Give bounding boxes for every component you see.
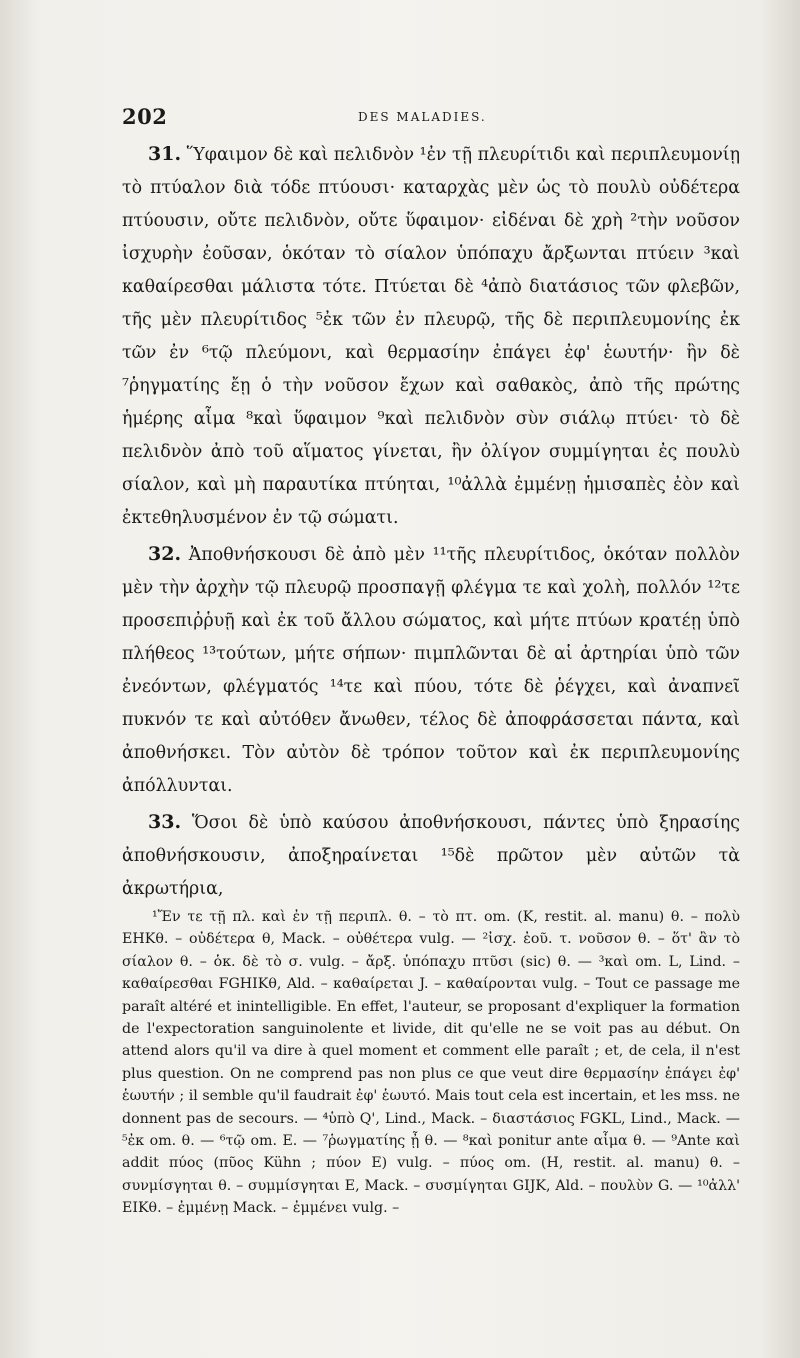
- page-number: 202: [122, 104, 168, 129]
- page-header: [122, 104, 742, 130]
- main-text: [122, 138, 740, 906]
- section-31: [122, 138, 740, 535]
- section-text: Ὅσοι δὲ ὑπὸ καύσου ἀποθνήσκουσι, πάντες ὑπὸ ξηρασίης ἀποθνήσκουσιν, ἀποξηραίνεται ¹⁵δὲ πρῶτον μὲν αὐτῶν τὰ ἀκρωτήρια,: [122, 813, 741, 899]
- section-text: Ὕφαιμον δὲ καὶ πελιδνὸν ¹ἐν τῇ πλευρίτιδι καὶ περιπλευμονίῃ τὸ πτύαλον διὰ τόδε πτύουσι· καταρχὰς μὲν ὡς τὸ πουλὺ οὐδέτερα πτύουσιν, οὔτε πελιδνὸν, οὔτε ὕφαιμον· εἰδέναι δὲ χρὴ ²τὴν νοῦσον ἰσχυρὴν ἐοῦσαν, ὁκόταν τὸ σίαλον ὑπόπαχυ ἄρξωνται πτύειν ³καὶ καθαίρεσθαι μάλιστα τότε. Πτύεται δὲ ⁴ἀπὸ διατάσιος τῶν φλεβῶν, τῆς μὲν πλευρίτιδος ⁵ἐκ τῶν ἐν πλευρῷ, τῆς δὲ περιπλευμονίης ἐκ τῶν ἐν ⁶τῷ πλεύμονι, καὶ θερμασίην ἐπάγει ἐφ' ἑωυτήν· ἢν δὲ ⁷ῥηγματίης ἔῃ ὁ τὴν νοῦσον ἔχων καὶ σαθακὸς, ἀπὸ τῆς πρώτης ἡμέρης αἷμα ⁸καὶ ὕφαιμον ⁹καὶ πελιδνὸν σὺν σιάλῳ πτύει· τὸ δὲ πελιδνὸν ἀπὸ τοῦ αἵματος γίνεται, ἢν ὀλίγον συμμίγηται ἐς πουλὺ σίαλον, καὶ μὴ παραυτίκα πτύηται, ¹⁰ἀλλὰ ἐμμένῃ ἡμισαπὲς ἐὸν καὶ ἐκτεθηλυσμένον ἐν τῷ σώματι.: [122, 145, 741, 528]
- running-title: DES MALADIES.: [358, 110, 487, 124]
- section-number: 31.: [148, 143, 182, 165]
- footnotes: [122, 906, 740, 1220]
- section-33: [122, 806, 740, 906]
- section-number: 32.: [148, 543, 182, 565]
- section-number: 33.: [148, 811, 182, 833]
- footnote-text: ¹Ἔν τε τῇ πλ. καὶ ἐν τῇ περιπλ. θ. – τὸ πτ. om. (K, restit. al. manu) θ. – πολὺ EHKθ. – οὐδέτερα θ, Mack. – οὐθέτερα vulg. — ²ἰσχ. ἐοῦ. τ. νοῦσον θ. – ὅτ' ἂν τὸ σίαλον θ. – ὁκ. δὲ τὸ σ. vulg. – ἄρξ. ὑπόπαχυ πτῦσι (sic) θ. — ³καὶ om. L, Lind. – καθαίρεσθαι FGHIKθ, Ald. – καθαίρεται J. – καθαίρονται vulg. – Tout ce passage me paraît altéré et inintelligible. En effet, l'auteur, se proposant d'expliquer la formation de l'expectoration sanguinolente et livide, dit qu'elle ne se voit pas au début. On attend alors qu'il va dire à quel moment et comment elle paraît ; et, de cela, il n'est plus question. On ne comprend pas non plus ce que veut dire θερμασίην ἐπάγει ἐφ' ἑωυτήν ; il semble qu'il faudrait ἐφ' ἑωυτό. Mais tout cela est incertain, et les mss. ne donnent pas de secours. — ⁴ὑπὸ Q', Lind., Mack. – διαστάσιος FGKL, Lind., Mack. — ⁵ἐκ om. θ. — ⁶τῷ om. E. — ⁷ῥωγματίης ᾖ θ. — ⁸καὶ ponitur ante αἷμα θ. — ⁹Ante καὶ addit πύος (πῦος Kühn ; πύον E) vulg. – πύος om. (H, restit. al. manu) θ. – συνμίσγηται θ. – συμμίσγηται E, Mack. – συσμίγηται GIJK, Ald. – πουλὺν G. — ¹⁰ἀλλ' EIKθ. – ἐμμένῃ Mack. – ἐμμένει vulg. –: [122, 909, 740, 1217]
- section-32: [122, 538, 740, 803]
- section-text: Ἀποθνήσκουσι δὲ ἀπὸ μὲν ¹¹τῆς πλευρίτιδος, ὁκόταν πολλὸν μὲν τὴν ἀρχὴν τῷ πλευρῷ προσπαγῇ φλέγμα τε καὶ χολὴ, πολλόν ¹²τε προσεπιῤῥυῇ καὶ ἐκ τοῦ ἄλλου σώματος, καὶ μήτε πτύων κρατέῃ ὑπὸ πλήθεος ¹³τούτων, μήτε σήπων· πιμπλῶνται δὲ αἱ ἀρτηρίαι ὑπὸ τῶν ἐνεόντων, φλέγματός ¹⁴τε καὶ πύου, τότε δὲ ῥέγχει, καὶ ἀναπνεῖ πυκνόν τε καὶ αὐτόθεν ἄνωθεν, τέλος δὲ ἀποφράσσεται πάντα, καὶ ἀποθνήσκει. Τὸν αὐτὸν δὲ τρόπον τοῦτον καὶ ἐκ περιπλευμονίης ἀπόλλυνται.: [122, 545, 740, 796]
